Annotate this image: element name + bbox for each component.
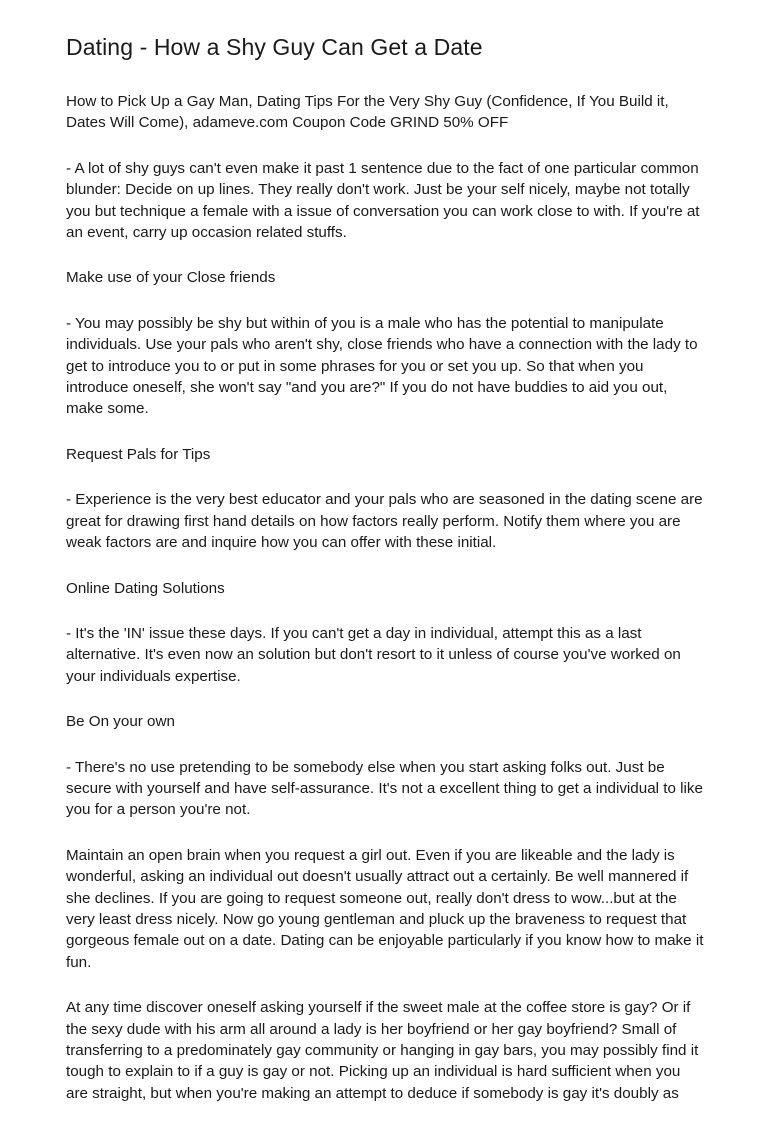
body-paragraph: - It's the 'IN' issue these days. If you can't get a day in individual, attempt this as a last alternative. It's even now an solution but don't resort to it unless of course you've worked on your individuals expertise. bbox=[66, 624, 681, 685]
body-paragraph: At any time discover oneself asking yourself if the sweet male at the coffee store is gay? Or if the sexy dude with his arm all around a lady is her boyfriend or her gay boyfriend? Small of transferring to a predominately gay community or hanging in gay bars, you may possibly find it tough to explain to if a guy is gay or not. Picking up an individual is hard sufficient when you are straight, but when you're making an attempt to deduce if somebody is gay it's doubly as bbox=[66, 999, 699, 1102]
body-paragraph: - There's no use pretending to be somebody else when you start asking folks out. Just be secure with yourself and have self-assurance. It's not a excellent thing to get a individual to like you for a person you're not. bbox=[66, 758, 703, 819]
document-title: Dating - How a Shy Guy Can Get a Date bbox=[66, 34, 483, 60]
body-paragraph: Maintain an open brain when you request a girl out. Even if you are likeable and the lady is wonderful, asking an individual out doesn't usually attract out a certainly. Be well mannered if she declines. If you are going to request someone out, really don't dress to wow...but at the very least dress nicely. Now go young gentleman and pluck up the braveness to request that gorgeous female out on a date. Dating can be enjoyable particularly if you know how to make it fun. bbox=[66, 846, 704, 971]
body-paragraph: - Experience is the very best educator and your pals who are seasoned in the dating scene are great for drawing first hand details on how factors really perform. Notify them where you are weak factors are and inquire how you can offer with these initial. bbox=[66, 491, 703, 552]
intro-paragraph: How to Pick Up a Gay Man, Dating Tips For the Very Shy Guy (Confidence, If You Build it, Dates Will Come), adameve.com Coupon Code GRIND 50% OFF bbox=[66, 93, 669, 132]
body-paragraph: - You may possibly be shy but within of you is a male who has the potential to manipulate individuals. Use your pals who aren't shy, close friends who have a connection with the lady to get to introduce you to or put in some phrases for you or set you up. So that when you introduce oneself, she won't say "and you are?" If you do not have buddies to aid you out, make some. bbox=[66, 314, 698, 418]
document-page bbox=[66, 32, 706, 1128]
section-heading: Make use of your Close friends bbox=[66, 269, 276, 287]
section-heading: Be On your own bbox=[66, 713, 175, 731]
section-heading: Request Pals for Tips bbox=[66, 445, 211, 463]
section-heading: Online Dating Solutions bbox=[66, 579, 225, 597]
body-paragraph: - A lot of shy guys can't even make it past 1 sentence due to the fact of one particular common blunder: Decide on up lines. They really don't work. Just be your self nicely, maybe not totally you but technique a female with a issue of conversation you can work close to with. If you're at an event, carry up occasion related stuffs. bbox=[66, 159, 700, 242]
